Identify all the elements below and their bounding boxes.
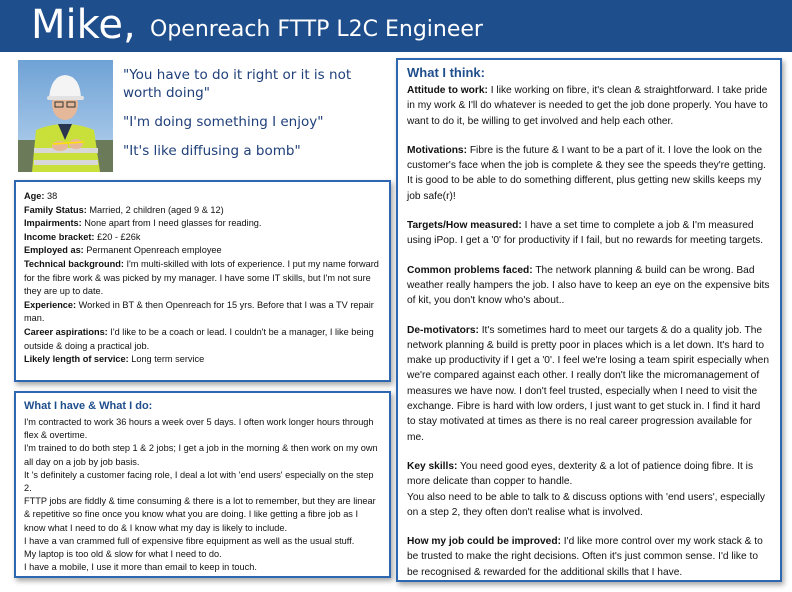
what-i-have-title: What I have & What I do: bbox=[24, 400, 153, 412]
profile-length-of-service: Likely length of service: Long term service bbox=[24, 354, 205, 365]
engineer-photo-image bbox=[18, 60, 113, 172]
think-key-skills: Key skills: You need good eyes, dexterity & a lot of patience doing fibre. It is more delicate than copper to handle. You also need to be able to talk to & discuss options with 'end users', especially on a step 2, they often don't realise what is involved. bbox=[407, 460, 766, 518]
have-line: My laptop is too old & slow for what I need to do. bbox=[24, 549, 222, 560]
think-targets: Targets/How measured: I have a set time to complete a job & I'm measured using iPop. I get a '0' for productivity if I fail, but no rewards for meeting targets. bbox=[407, 220, 764, 247]
think-attitude: Attitude to work: I like working on fibre, it's clean & straightforward. I take pride in my work & I'll do whatever is needed to get the job done properly. You have to want to do it, be willing to get involved and help each other. bbox=[407, 85, 768, 127]
profile-experience: Experience: Worked in BT & then Openreach for 15 yrs. Before that I was a TV repair man. bbox=[24, 299, 374, 324]
quote-3: "It's like diffusing a bomb" bbox=[123, 143, 301, 159]
have-line: It 's definitely a customer facing role, I deal a lot with 'end users' especially on the step 2. bbox=[24, 469, 374, 494]
profile-career-aspirations: Career aspirations: I'd like to be a coach or lead. I couldn't be a manager, I like being outside & doing a practical job. bbox=[24, 326, 374, 351]
quote-1: "You have to do it right or it is not worth doing" bbox=[123, 67, 352, 101]
profile-income-bracket: Income bracket: £20 - £26k bbox=[24, 231, 141, 242]
quote-2: "I'm doing something I enjoy" bbox=[123, 114, 324, 130]
profile-technical-background: Technical background: I'm multi-skilled with lots of experience. I put my name forward for the fibre work & was picked by my manager. I have some IT skills, but I'm not sure they are up to date. bbox=[24, 258, 379, 297]
have-line: FTTP jobs are fiddly & time consuming & there is a lot to remember, but they are linear & repetitive so fine once you know what you are doing. I like getting a fibre job as I know what I need to do & I know what my day is likely to include. bbox=[24, 496, 376, 533]
think-de-motivators: De-motivators: It's sometimes hard to meet our targets & do a quality job. The network planning & build is pretty poor in places which is a let down. It's hard to make up productivity if I get a '0'. I feel we're losing a team spirit especially when we're compared against each other. I really don't like the micromanagement of measures we have now. I don't feel trusted, especially when I need to visit the exchange. Fibre is hard with low orders, I just want to get stuck in. I find it hard to stay motivated at times as there is no real career progression available for me. bbox=[407, 324, 770, 443]
persona-role: Openreach FTTP L2C Engineer bbox=[150, 17, 483, 42]
profile-impairments: Impairments: None apart from I need glasses for reading. bbox=[24, 218, 262, 229]
persona-photo bbox=[18, 60, 113, 172]
profile-family-status: Family Status: Married, 2 children (aged 9 & 12) bbox=[24, 204, 224, 215]
profile-box bbox=[14, 180, 391, 382]
think-motivations: Motivations: Fibre is the future & I want to be a part of it. I love the look on the customer's face when the job is complete & they see the speeds they're getting. It is good to be able to do something different, plus getting new skills keeps my job safe(r)! bbox=[407, 144, 766, 202]
have-line: I have a mobile, I use it more than email to keep in touch. bbox=[24, 562, 257, 573]
what-i-think-box bbox=[396, 58, 782, 582]
persona-name: Mike, bbox=[31, 2, 136, 48]
have-line: I have a van crammed full of expensive fibre equipment as well as the usual stuff. bbox=[24, 535, 355, 546]
have-line: I'm trained to do both step 1 & 2 jobs; I get a job in the morning & then work on my own all day on a job by job basis. bbox=[24, 443, 378, 467]
think-job-improved: How my job could be improved: I'd like more control over my work stack & to be trusted to make the right decisions. Often it's just common sense. I'd like to be recognised & rewarded for the additional skills that I have. bbox=[407, 536, 763, 578]
profile-age: Age: 38 bbox=[24, 191, 58, 201]
what-i-have-box bbox=[14, 391, 391, 578]
think-common-problems: Common problems faced: The network planning & build can be wrong. Bad weather really hampers the job. I also have to keep an eye on the expensive bits of kit, you don't know who's about.. bbox=[407, 264, 770, 307]
header-banner bbox=[0, 0, 792, 52]
persona-quotes bbox=[123, 66, 388, 171]
profile-employed-as: Employed as: Permanent Openreach employee bbox=[24, 245, 222, 256]
have-line: I'm contracted to work 36 hours a week over 5 days. I often work longer hours through flex & overtime. bbox=[24, 417, 374, 441]
what-i-think-title: What I think: bbox=[407, 65, 485, 80]
